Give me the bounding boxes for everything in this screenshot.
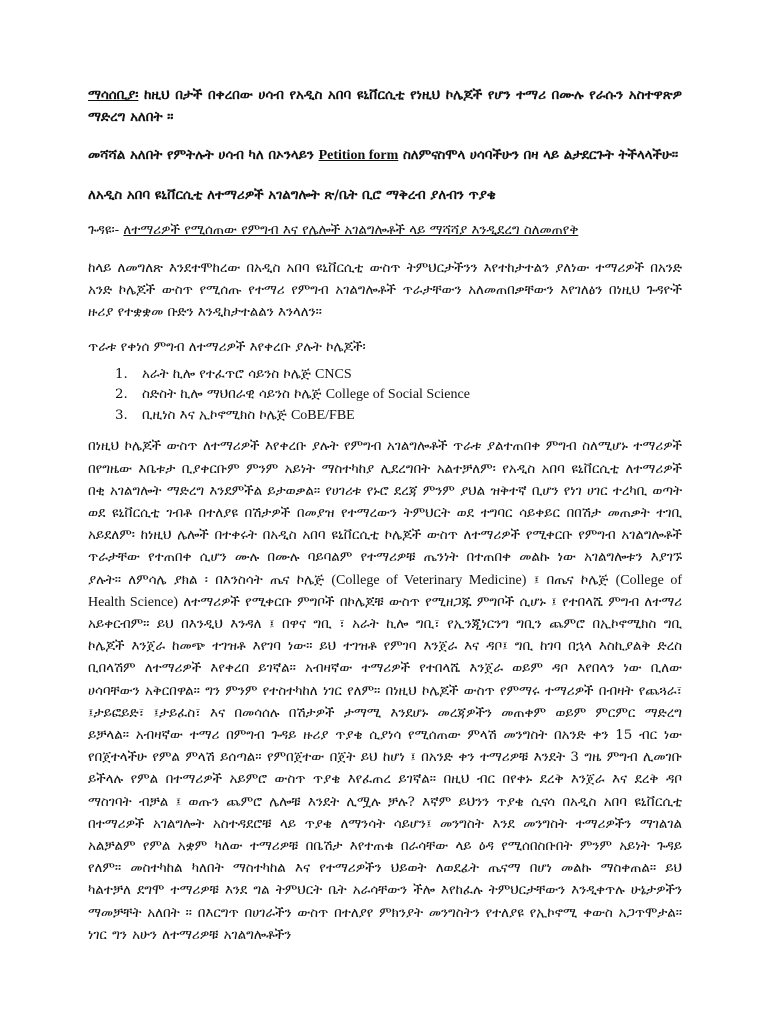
subject-line xyxy=(88,220,682,242)
colleges-list-heading: ጥራቱ የቀነሰ ምግብ ለተማሪዎች እየቀረቡ ያሉት ኮሌጆች፡ xyxy=(88,339,366,355)
college-name: አራት ኪሎ የተፈጥሮ ሳይንስ ኮሌጅ xyxy=(142,366,316,382)
college-name: ቢዚነስ እና ኢኮኖሚክስ ኮሌጅ xyxy=(142,407,291,423)
list-item xyxy=(132,406,682,427)
college-english-name: College of Social Science xyxy=(325,387,470,403)
body-text-part: በነዚህ ኮሌጆች ውስጥ ለተማሪዎች እየቀረቡ ያሉት የምግብ አገልግሎቶች ጥራቱ ያልተጠበቀ ምግብ ስለሚሆኑ ተማሪዎች በየግዜው እቤቱታ ቢያቀርቡም ምንም አይነት ማስተካከያ ሊደረግበት አልተቻለም፡ የአዲስ አበባ ዩኒቨርሲቲ ለተማሪዎች በቂ አገልግሎት ማድረግ እንደምችል ይታወቃል። የሀገሪቱ የኑሮ ደረጃ ምንም ያህል ዝቅተኛ ቢሆን የነገ ሀገር ተረካቢ ወጣት ወደ ዩኒቨርሲቲ ገብቶ በተለያዩ በሽታዎች በመያዝ የተማረውን ትምህርት ወደ ተግባር ሳይቀይር በበሽታ መጠቃት ተገቢ አይደለም፡ ከነዚህ ሌሎች በተቀሩት በአዲስ አበባ ዩኒቨርሲቲ ኮሌጆች ውስጥ ለተማሪዎች የሚቀርቡ የምግብ አገልግሎቶች ጥራታቸው የተጠበቀ ሲሆን ሙሉ በሙሉ ባይባልም የተማሪዎቹ ጤንነት በተጠበቀ መልኩ ነው አገልግሎቱን እያገኙ ያሉት። ለምሳሌ ያክል ፡ በእንስሳት ጤና ኮሌጅ xyxy=(88,439,682,588)
address-line: ለአዲስ አበባ ዩኒቨርሲቲ ለተማሪዎች አገልግሎት ጽ/ቤት ቢሮ ማቅረብ ያለብን ጥያቄ xyxy=(88,186,496,203)
notice-text: ከዚህ በታች በቀረበው ሀሳብ የአዲስ አበባ ዩኒቨርሲቲ የነዚህ ኮሌጆች የሆን ተማሪ በሙሉ የራሱን አስተዋጽዎ ማድረግ አለበት ። xyxy=(88,87,682,126)
colleges-list xyxy=(88,365,682,427)
college-health-science: (College of Health Science) xyxy=(88,572,682,610)
notice-label: ማሳሰቢያ፡ xyxy=(88,87,139,103)
subject-text: ለተማሪዎች የሚሰጠው የምግብ እና የሌሎች አገልግሎቶች ላይ ማሻሻያ እንዲደረግ ስለመጠየቅ xyxy=(123,222,579,238)
body-text-part: ለተማሪዎች የሚቀርቡ ምግቦች በኮሌጆቹ ውስጥ የሚዘጋጁ ምግቦች ሲሆኑ ፤ የተበላሼ ምግብ ለተማሪ አይቀርብም። ይህ በእንዲህ እንዳለ ፤ በዋና ግቢ ፣ አራት ኪሎ ግቢ፣ የኢንጂነርንግ ግቢን ጨምሮ በኢኮኖሚክስ ግቢ ኮሌጆች እንጀራ ከመጭ ተገዝቶ እየገባ ነው። ይህ ተገዝቶ የምገባ እንጀራ እና ዳቦ፤ ግቢ ከገባ በኋላ እስኪያልቅ ድረስ ቢበላሽም ለተማሪዎች እየቀረበ ይገኛል። አብዛኛው ተማሪዎች የተበላሼ እንጀራ ወይም ዳቦ እየበላን ነው ቢለው ሀሳባቸውን አቅርበዋል። ግን ምንም የተስተካከለ ነገር የለም። በነዚህ ኮሌጆች ውስጥ የምማሩ ተማሪዎች በብዛት የጨጓራ፣ ፤ታይፎይድ፣ ፤ታይፈስ፣ እና በመሳሰሉ በሽታዎች ታማሚ እንደሆኑ መረጃዎችን መጠቀም ወይም ምርምር ማድረግ ይቻላል። አብዛኛው ተማሪ በምግብ ጉዳይ ዙሪያ ጥያቄ ሲያነሳ የሚሰጠው ምላሽ መንግስት በአንድ ቀን 15 ብር ነው የበጀተላችሁ የምል ምላሽ ይሰጣል። የምበጀተው በጀት ይህ ከሆነ ፤ በአንድ ቀን ተማሪዎቹ እንደት 3 ግዜ ምግብ ሊመገቡ ይችላሉ የምል በተማሪዎች አይምሮ ውስጥ ጥያቄ እየፈጠረ ይገኛል። በዚህ ብር በየቀኑ ደረቅ እንጀራ እና ደረቅ ዳቦ ማስገባት ብቻል ፤ ወጡን ጨምሮ ሌሎቹ እንደት ሊሟሉ ቻሉ? እኛም ይህንን ጥያቄ ሲናሳ በአዲስ አበባ ዩኒቨርሲቲ በተማሪዎች አገልግሎት አስተዳደሮቹ ላይ ጥያቄ ለማንሳት ሳይሆን፤ መንግስት እንደ መንግስት ተማሪዎችን ማገልገል አልቻልም የምል አቋም ካለው ተማሪዎቹ በቤሽታ እየተጠቁ በራሳቸው ላይ ዕዳ የሚሰበስቡበት ምንም አይነት ጉዳይ የለም። መስተካከል ካለበት ማስተካከል እና የተማሪዎችን ህይወት ለወደፊት ጤናማ በሆነ መልኩ ማስቀጠል። ይህ ካልተቻለ ደግሞ ተማሪዎቹ እንደ ግል ትምህርት ቤት አራሳቸውን ችሎ እየከፈሉ ትምህርታቸውን እንዲቀጥሉ ሁኔታዎችን ማመቻቸት አለበት ። በእርግጥ በሀገራችን ውስጥ በተለያየ ምክንያት መንግስትን የተለያዩ የኢኮኖሚ ቀውስ አጋጥሞታል። ነገር ግን አሁን ለተማሪዎቹ አገልግሎቶችን xyxy=(88,594,682,943)
petition-paragraph xyxy=(88,144,682,167)
petition-form-link[interactable]: Petition form xyxy=(318,148,399,164)
intro-paragraph: ከላይ ለመግለጽ እንደተሞከረው በአዲስ አበባ ዩኒቨርሲቲ ውስጥ ትምህርታችንን እየተከታተልን ያለነው ተማሪዎች በአንድ አንድ ኮሌጆች ውስጥ የሚሰጡ የተማሪ የምግብ አገልግሎቶች ጥራታቸውን አለመጠበቃቸውን እየገለፅን በነዚህ ጉዳዮች ዙሪያ የተቋቋመ ቡድን እንዲከታተልልን እንላለን። xyxy=(88,261,682,321)
list-item xyxy=(132,365,682,386)
petition-text-after: ስለምናስሞላ ሀሳባችሁን በዛ ላይ ልታደርጉት ትችላላችሁ። xyxy=(398,147,679,164)
college-veterinary-medicine: (College of Veterinary Medicine) xyxy=(331,572,527,588)
notice-paragraph xyxy=(88,84,682,128)
body-paragraph xyxy=(88,436,682,947)
body-text-part: ፤ በጤና ኮሌጅ xyxy=(526,572,616,588)
petition-text-before: መሻሻል አለበት የምትሉት ሀሳብ ካለ በኦንላይን xyxy=(88,147,319,164)
college-english-name: CNCS xyxy=(315,366,352,382)
subject-label: ጉዳዩ፡- xyxy=(88,222,124,238)
list-item xyxy=(132,385,682,406)
college-english-name: CoBE/FBE xyxy=(290,407,355,423)
college-name: ስድስት ኪሎ ማህበራዊ ሳይንስ ኮሌጅ xyxy=(142,387,326,403)
